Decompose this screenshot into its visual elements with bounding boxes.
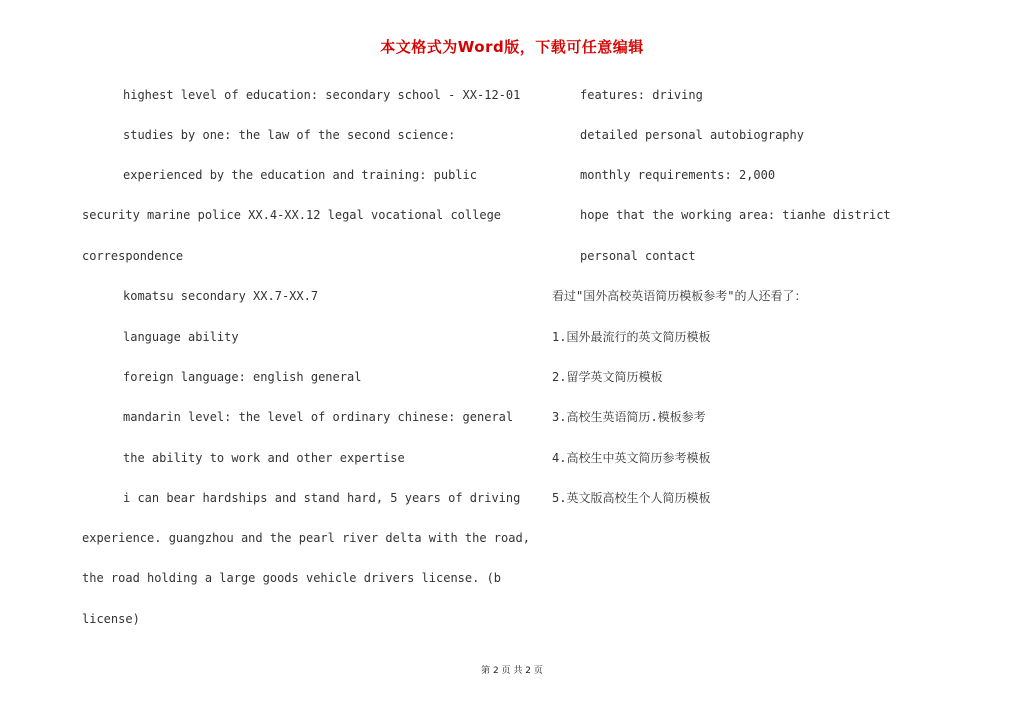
left-line: license): [82, 612, 140, 626]
left-line: komatsu secondary XX.7-XX.7: [123, 289, 319, 303]
left-line: security marine police XX.4-XX.12 legal vocational college: [82, 208, 502, 222]
left-line: studies by one: the law of the second science:: [123, 128, 456, 142]
left-line: language ability: [123, 330, 239, 344]
related-link[interactable]: 2.留学英文简历模板: [552, 370, 663, 384]
left-line: experienced by the education and training: public: [123, 168, 478, 182]
right-line: monthly requirements: 2,000: [580, 168, 776, 182]
left-line: correspondence: [82, 249, 184, 263]
related-link[interactable]: 1.国外最流行的英文简历模板: [552, 330, 711, 344]
related-link[interactable]: 4.高校生中英文简历参考模板: [552, 451, 711, 465]
right-line: hope that the working area: tianhe district: [580, 208, 891, 222]
left-line: the ability to work and other expertise: [123, 451, 405, 465]
related-link[interactable]: 3.高校生英语简历.模板参考: [552, 410, 706, 424]
left-line: i can bear hardships and stand hard, 5 years of driving: [123, 491, 521, 505]
related-heading: 看过"国外高校英语简历模板参考"的人还看了：: [552, 289, 807, 303]
left-line: highest level of education: secondary school - XX-12-01: [123, 88, 521, 102]
right-line: features: driving: [580, 88, 703, 102]
left-line: foreign language: english general: [123, 370, 362, 384]
right-line: detailed personal autobiography: [580, 128, 804, 142]
related-link[interactable]: 5.英文版高校生个人简历模板: [552, 491, 711, 505]
right-line: personal contact: [580, 249, 696, 263]
left-line: the road holding a large goods vehicle drivers license. (b: [82, 571, 502, 585]
left-line: experience. guangzhou and the pearl river delta with the road,: [82, 531, 530, 545]
left-line: mandarin level: the level of ordinary chinese: general: [123, 410, 514, 424]
document-banner: 本文格式为Word版，下载可任意编辑: [380, 38, 644, 56]
page-number: 第 2 页 共 2 页: [481, 666, 543, 676]
